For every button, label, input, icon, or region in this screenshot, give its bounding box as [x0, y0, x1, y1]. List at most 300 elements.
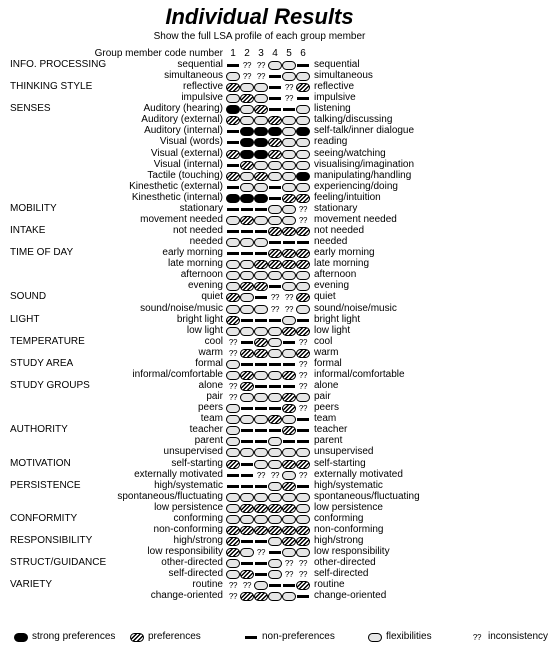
inconsistency-symbol: ??: [242, 61, 252, 70]
flexibility-symbol: [268, 172, 282, 181]
preference-symbol: [240, 371, 254, 380]
flexibility-symbol: [268, 205, 282, 214]
row-right-label: cool: [314, 335, 333, 347]
non-preference-symbol: [282, 338, 296, 347]
row-right-label: low persistence: [314, 501, 383, 513]
inconsistency-symbol: ??: [242, 581, 252, 591]
preference-symbol: [240, 94, 254, 103]
flexibility-symbol: [226, 72, 240, 81]
non-preference-symbol: [296, 437, 310, 446]
flexibility-symbol: [240, 105, 254, 114]
flexibility-symbol: [282, 172, 296, 181]
non-preference-symbol: [268, 316, 282, 325]
preference-symbol: [282, 393, 296, 402]
inconsistency-symbol: ??: [256, 61, 266, 70]
row-left-label: impulsive: [181, 92, 223, 104]
row-left-label: teacher: [189, 424, 223, 436]
inconsistency-symbol: ??: [298, 370, 308, 380]
row-left-label: Visual (internal): [153, 158, 223, 170]
preference-symbol: [268, 415, 282, 424]
row-left-label: alone: [198, 380, 223, 392]
row-left-label: late morning: [167, 258, 223, 270]
inconsistency-symbol: ??: [256, 72, 266, 82]
flexibility-symbol: [226, 493, 240, 502]
row-right-label: self-talk/inner dialogue: [314, 125, 415, 137]
flexibility-symbol: [282, 515, 296, 524]
non-preference-symbol: [226, 61, 240, 70]
row-right-label: spontaneous/fluctuating: [314, 490, 420, 502]
category-label: INFO. PROCESSING: [10, 59, 107, 70]
row-right-label: change-oriented: [314, 590, 387, 602]
flexibility-symbol: [254, 371, 268, 380]
flexibility-symbol: [282, 592, 296, 601]
non-preference-symbol: [254, 249, 268, 258]
legend-flexibility-symbol: [368, 633, 382, 642]
row-right-label: low responsibility: [314, 546, 390, 558]
flexibility-symbol: [268, 338, 282, 347]
preference-symbol: [282, 371, 296, 380]
flexibility-symbol: [282, 150, 296, 159]
flexibility-symbol: [268, 448, 282, 457]
preference-symbol: [296, 227, 310, 236]
flexibility-symbol: [254, 448, 268, 457]
category-label: STUDY GROUPS: [10, 380, 90, 392]
row-left-label: low persistence: [154, 501, 223, 513]
member-code-2: 2: [244, 48, 250, 59]
flexibility-symbol: [282, 282, 296, 291]
row-left-label: team: [200, 413, 223, 425]
preference-symbol: [282, 504, 296, 513]
inconsistency-symbol: ??: [270, 304, 280, 314]
row-left-label: externally motivated: [134, 468, 223, 480]
strong-preference-symbol: [254, 138, 268, 147]
category-label: INTAKE: [10, 225, 46, 237]
flexibility-symbol: [282, 415, 296, 424]
flexibility-symbol: [268, 482, 282, 491]
flexibility-symbol: [296, 183, 310, 192]
non-preference-symbol: [268, 382, 282, 391]
category-label: VARIETY: [10, 579, 53, 591]
row-left-label: high/systematic: [154, 479, 223, 491]
non-preference-symbol: [254, 293, 268, 302]
non-preference-symbol: [296, 316, 310, 325]
flexibility-symbol: [226, 404, 240, 413]
flexibility-symbol: [240, 238, 254, 247]
row-left-label: stationary: [179, 202, 223, 214]
inconsistency-symbol: ??: [298, 570, 308, 580]
preference-symbol: [226, 526, 240, 535]
preference-symbol: [226, 150, 240, 159]
row-right-label: sequential: [314, 59, 360, 70]
legend-label: flexibilities: [386, 631, 432, 642]
preference-symbol: [254, 172, 268, 181]
row-left-label: movement needed: [140, 213, 223, 225]
preference-symbol: [254, 526, 268, 535]
flexibility-symbol: [282, 216, 296, 225]
row-right-label: parent: [314, 435, 343, 447]
row-right-label: talking/discussing: [314, 114, 393, 126]
flexibility-symbol: [282, 183, 296, 192]
non-preference-symbol: [240, 338, 254, 347]
legend-label: inconsistency: [488, 631, 548, 642]
flexibility-symbol: [268, 371, 282, 380]
preference-symbol: [226, 172, 240, 181]
category-label: THINKING STYLE: [10, 81, 93, 93]
flexibility-symbol: [268, 61, 282, 70]
flexibility-symbol: [226, 260, 240, 269]
row-right-label: team: [314, 413, 337, 425]
strong-preference-symbol: [240, 127, 254, 136]
flexibility-symbol: [296, 116, 310, 125]
row-left-label: non-conforming: [153, 523, 223, 535]
preference-symbol: [226, 293, 240, 302]
row-right-label: low light: [314, 324, 351, 336]
category-label: STRUCT/GUIDANCE: [10, 557, 107, 569]
preference-symbol: [282, 426, 296, 435]
inconsistency-symbol: ??: [298, 359, 308, 369]
non-preference-symbol: [268, 94, 282, 103]
flexibility-symbol: [226, 515, 240, 524]
row-right-label: seeing/watching: [314, 147, 386, 159]
inconsistency-symbol: ??: [284, 304, 294, 314]
category-label: MOBILITY: [10, 202, 57, 214]
row-left-label: afternoon: [180, 269, 223, 281]
row-right-label: informal/comfortable: [314, 368, 405, 380]
non-preference-symbol: [296, 426, 310, 435]
row-left-label: change-oriented: [150, 590, 223, 602]
category-label: TEMPERATURE: [10, 335, 85, 347]
strong-preference-symbol: [226, 105, 240, 114]
non-preference-symbol: [254, 382, 268, 391]
preference-symbol: [282, 327, 296, 336]
category-label: LIGHT: [10, 313, 40, 325]
flexibility-symbol: [254, 460, 268, 469]
row-left-label: early morning: [162, 247, 223, 259]
flexibility-symbol: [254, 271, 268, 280]
flexibility-symbol: [226, 437, 240, 446]
flexibility-symbol: [296, 105, 310, 114]
non-preference-symbol: [268, 360, 282, 369]
flexibility-symbol: [268, 271, 282, 280]
row-left-label: cool: [204, 335, 223, 347]
preference-symbol: [268, 227, 282, 236]
row-left-label: informal/comfortable: [132, 368, 223, 380]
flexibility-symbol: [226, 216, 240, 225]
row-right-label: unsupervised: [314, 446, 374, 458]
flexibility-symbol: [254, 94, 268, 103]
category-label: STUDY AREA: [10, 357, 74, 369]
flexibility-symbol: [268, 592, 282, 601]
row-left-label: Kinesthetic (internal): [131, 191, 223, 203]
non-preference-symbol: [254, 316, 268, 325]
member-code-6: 6: [300, 48, 306, 59]
non-preference-symbol: [254, 227, 268, 236]
non-preference-symbol: [240, 471, 254, 480]
flexibility-symbol: [268, 393, 282, 402]
row-right-label: bright light: [314, 313, 361, 325]
preference-symbol: [296, 260, 310, 269]
row-right-label: high/strong: [314, 535, 364, 546]
preference-symbol: [296, 249, 310, 258]
category-label: TIME OF DAY: [10, 247, 74, 259]
preference-symbol: [240, 282, 254, 291]
row-left-label: formal: [195, 357, 223, 369]
member-code-4: 4: [272, 48, 278, 59]
flexibility-symbol: [268, 216, 282, 225]
flexibility-symbol: [240, 493, 254, 502]
non-preference-symbol: [240, 316, 254, 325]
row-left-label: evening: [187, 280, 223, 292]
flexibility-symbol: [296, 305, 310, 314]
inconsistency-symbol: ??: [270, 470, 280, 480]
inconsistency-symbol: ??: [242, 72, 252, 82]
preference-symbol: [282, 526, 296, 535]
non-preference-symbol: [226, 471, 240, 480]
non-preference-symbol: [254, 537, 268, 546]
row-right-label: visualising/imagination: [314, 158, 415, 170]
legend-label: preferences: [148, 631, 201, 642]
row-right-label: teacher: [314, 424, 348, 436]
row-right-label: feeling/intuition: [314, 191, 381, 203]
flexibility-symbol: [240, 393, 254, 402]
row-right-label: listening: [314, 103, 351, 115]
flexibility-symbol: [296, 493, 310, 502]
preference-symbol: [296, 526, 310, 535]
row-left-label: quiet: [201, 291, 223, 303]
row-left-label: Kinesthetic (external): [129, 180, 223, 192]
preference-symbol: [226, 537, 240, 546]
preference-symbol: [296, 327, 310, 336]
preference-symbol: [254, 349, 268, 358]
flexibility-symbol: [282, 548, 296, 557]
flexibility-symbol: [254, 183, 268, 192]
row-right-label: needed: [314, 236, 348, 248]
strong-preference-symbol: [240, 150, 254, 159]
preference-symbol: [296, 581, 310, 590]
inconsistency-symbol: ??: [228, 382, 238, 392]
preference-symbol: [268, 116, 282, 125]
flexibility-symbol: [296, 72, 310, 81]
row-right-label: other-directed: [314, 557, 376, 569]
preference-symbol: [282, 194, 296, 203]
non-preference-symbol: [240, 537, 254, 546]
preference-symbol: [226, 83, 240, 92]
inconsistency-symbol: ??: [228, 348, 238, 358]
member-code-header: Group member code number: [94, 48, 223, 59]
row-right-label: formal: [314, 357, 342, 369]
row-left-label: unsupervised: [163, 446, 223, 458]
non-preference-symbol: [240, 460, 254, 469]
inconsistency-symbol: ??: [298, 215, 308, 225]
flexibility-symbol: [296, 448, 310, 457]
flexibility-symbol: [296, 393, 310, 402]
non-preference-symbol: [296, 94, 310, 103]
inconsistency-symbol: ??: [284, 83, 294, 93]
inconsistency-symbol: ??: [284, 293, 294, 303]
preference-symbol: [226, 116, 240, 125]
flexibility-symbol: [282, 448, 296, 457]
category-label: PERSISTENCE: [10, 479, 81, 491]
flexibility-symbol: [240, 293, 254, 302]
row-left-label: not needed: [172, 225, 223, 237]
non-preference-symbol: [240, 249, 254, 258]
legend: [0, 627, 548, 647]
flexibility-symbol: [268, 349, 282, 358]
non-preference-symbol: [226, 138, 240, 147]
row-left-label: bright light: [176, 313, 223, 325]
flexibility-symbol: [268, 515, 282, 524]
preference-symbol: [226, 548, 240, 557]
non-preference-symbol: [282, 382, 296, 391]
flexibility-symbol: [226, 415, 240, 424]
flexibility-symbol: [296, 271, 310, 280]
legend-label: strong preferences: [32, 631, 116, 642]
inconsistency-symbol: ??: [298, 337, 308, 347]
preference-symbol: [240, 526, 254, 535]
flexibility-symbol: [296, 504, 310, 513]
non-preference-symbol: [226, 161, 240, 170]
flexibility-symbol: [282, 72, 296, 81]
flexibility-symbol: [240, 415, 254, 424]
non-preference-symbol: [268, 282, 282, 291]
flexibility-symbol: [254, 216, 268, 225]
non-preference-symbol: [226, 482, 240, 491]
flexibility-symbol: [226, 305, 240, 314]
non-preference-symbol: [282, 581, 296, 590]
non-preference-symbol: [268, 72, 282, 81]
non-preference-symbol: [296, 592, 310, 601]
flexibility-symbol: [296, 161, 310, 170]
row-right-label: non-conforming: [314, 523, 384, 535]
strong-preference-symbol: [226, 194, 240, 203]
flexibility-symbol: [226, 504, 240, 513]
non-preference-symbol: [254, 404, 268, 413]
row-right-label: conforming: [314, 512, 364, 524]
row-right-label: externally motivated: [314, 468, 403, 480]
legend-preference-symbol: [130, 633, 144, 642]
row-right-label: impulsive: [314, 92, 356, 104]
non-preference-symbol: [268, 183, 282, 192]
flexibility-symbol: [226, 94, 240, 103]
non-preference-symbol: [282, 360, 296, 369]
non-preference-symbol: [240, 426, 254, 435]
inconsistency-symbol: ??: [298, 404, 308, 414]
flexibility-symbol: [296, 150, 310, 159]
non-preference-symbol: [226, 205, 240, 214]
preference-symbol: [296, 349, 310, 358]
legend-non-preference-symbol: [244, 633, 258, 642]
flexibility-symbol: [240, 83, 254, 92]
flexibility-symbol: [282, 271, 296, 280]
category-label: MOTIVATION: [10, 457, 71, 469]
row-right-label: sound/noise/music: [314, 302, 397, 314]
flexibility-symbol: [268, 559, 282, 568]
category-label: SOUND: [10, 291, 47, 303]
inconsistency-symbol: ??: [270, 293, 280, 303]
non-preference-symbol: [254, 426, 268, 435]
non-preference-symbol: [268, 105, 282, 114]
preference-symbol: [296, 293, 310, 302]
member-code-3: 3: [258, 48, 264, 59]
category-label: CONFORMITY: [10, 512, 78, 524]
flexibility-symbol: [254, 116, 268, 125]
preference-symbol: [296, 194, 310, 203]
row-right-label: warm: [314, 346, 339, 358]
flexibility-symbol: [240, 305, 254, 314]
flexibility-symbol: [240, 260, 254, 269]
row-right-label: afternoon: [314, 269, 357, 281]
preference-symbol: [282, 460, 296, 469]
preference-symbol: [240, 592, 254, 601]
member-code-5: 5: [286, 48, 292, 59]
row-left-label: routine: [192, 579, 223, 591]
inconsistency-symbol: ??: [284, 559, 294, 569]
flexibility-symbol: [282, 116, 296, 125]
preference-symbol: [240, 216, 254, 225]
flexibility-symbol: [240, 515, 254, 524]
row-right-label: evening: [314, 280, 350, 292]
flexibility-symbol: [240, 116, 254, 125]
row-right-label: reflective: [314, 81, 355, 93]
non-preference-symbol: [226, 183, 240, 192]
preference-symbol: [254, 592, 268, 601]
row-right-label: quiet: [314, 291, 336, 303]
flexibility-symbol: [268, 161, 282, 170]
category-label: SENSES: [10, 103, 51, 115]
page-title: Individual Results: [165, 4, 354, 29]
row-left-label: needed: [189, 236, 223, 248]
page-subtitle: Show the full LSA profile of each group member: [153, 31, 366, 42]
non-preference-symbol: [254, 570, 268, 579]
non-preference-symbol: [296, 61, 310, 70]
strong-preference-symbol: [254, 127, 268, 136]
preference-symbol: [226, 460, 240, 469]
non-preference-symbol: [254, 360, 268, 369]
non-preference-symbol: [282, 105, 296, 114]
strong-preference-symbol: [268, 127, 282, 136]
non-preference-symbol: [226, 249, 240, 258]
flexibility-symbol: [240, 548, 254, 557]
inconsistency-symbol: ??: [284, 570, 294, 580]
flexibility-symbol: [254, 581, 268, 590]
non-preference-symbol: [268, 404, 282, 413]
row-left-label: Visual (external): [150, 147, 223, 159]
flexibility-symbol: [254, 415, 268, 424]
preference-symbol: [268, 249, 282, 258]
strong-preference-symbol: [254, 150, 268, 159]
non-preference-symbol: [296, 238, 310, 247]
row-left-label: high/strong: [173, 535, 223, 546]
flexibility-symbol: [240, 183, 254, 192]
non-preference-symbol: [268, 194, 282, 203]
flexibility-symbol: [226, 448, 240, 457]
legend-inconsistency-symbol: ??: [472, 633, 482, 642]
inconsistency-symbol: ??: [228, 581, 238, 591]
non-preference-symbol: [268, 83, 282, 92]
flexibility-symbol: [282, 316, 296, 325]
row-right-label: high/systematic: [314, 479, 383, 491]
flexibility-symbol: [282, 161, 296, 170]
preference-symbol: [240, 570, 254, 579]
flexibility-symbol: [240, 271, 254, 280]
preference-symbol: [268, 150, 282, 159]
non-preference-symbol: [282, 437, 296, 446]
non-preference-symbol: [240, 559, 254, 568]
preference-symbol: [254, 338, 268, 347]
flexibility-symbol: [226, 559, 240, 568]
row-right-label: peers: [314, 402, 340, 414]
preference-symbol: [296, 460, 310, 469]
